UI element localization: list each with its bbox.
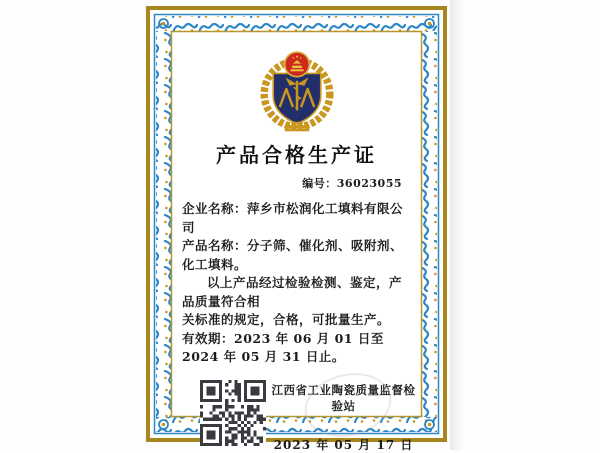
- scan-page-edge-shadow: [450, 0, 463, 450]
- serial-number: 36023055: [336, 177, 402, 190]
- enterprise-name-line: [182, 200, 413, 237]
- issuer-name: 江西省工业陶瓷质量监督检验站: [271, 382, 416, 413]
- certificate: [146, 6, 447, 452]
- certificate-body: [182, 200, 413, 367]
- certificate-content: [172, 32, 421, 452]
- qr-code: [200, 380, 266, 446]
- issue-date: 2023 年 05 月 17 日: [273, 437, 414, 452]
- validity-label: 有效期：: [182, 330, 235, 346]
- certificate-title: 产品合格生产证: [216, 143, 377, 167]
- statement-line-1: 以上产品经过检验检测、鉴定，产品质量符合相: [182, 275, 403, 309]
- product-name-line: [182, 237, 413, 274]
- enterprise-value: 萍乡市松润化工填料有限公司: [182, 201, 404, 235]
- enterprise-label: 企业名称：: [182, 201, 248, 216]
- certificate-footer: [172, 380, 421, 453]
- statement-line-2: 关标准的规定，合格，可批量生产。: [182, 312, 391, 327]
- quality-supervision-emblem-icon: [256, 46, 338, 132]
- product-value: 分子筛、催化剂、吸附剂、化工填料。: [182, 238, 404, 272]
- validity-line: [182, 330, 413, 367]
- validity-value: 2023 年 06 月 01 日至 2024 年 05 月 31 日止。: [182, 330, 384, 364]
- serial-number-line: [172, 175, 421, 191]
- product-label: 产品名称：: [182, 238, 248, 253]
- issuer-column: [266, 380, 421, 453]
- serial-label: 编号：: [302, 177, 337, 190]
